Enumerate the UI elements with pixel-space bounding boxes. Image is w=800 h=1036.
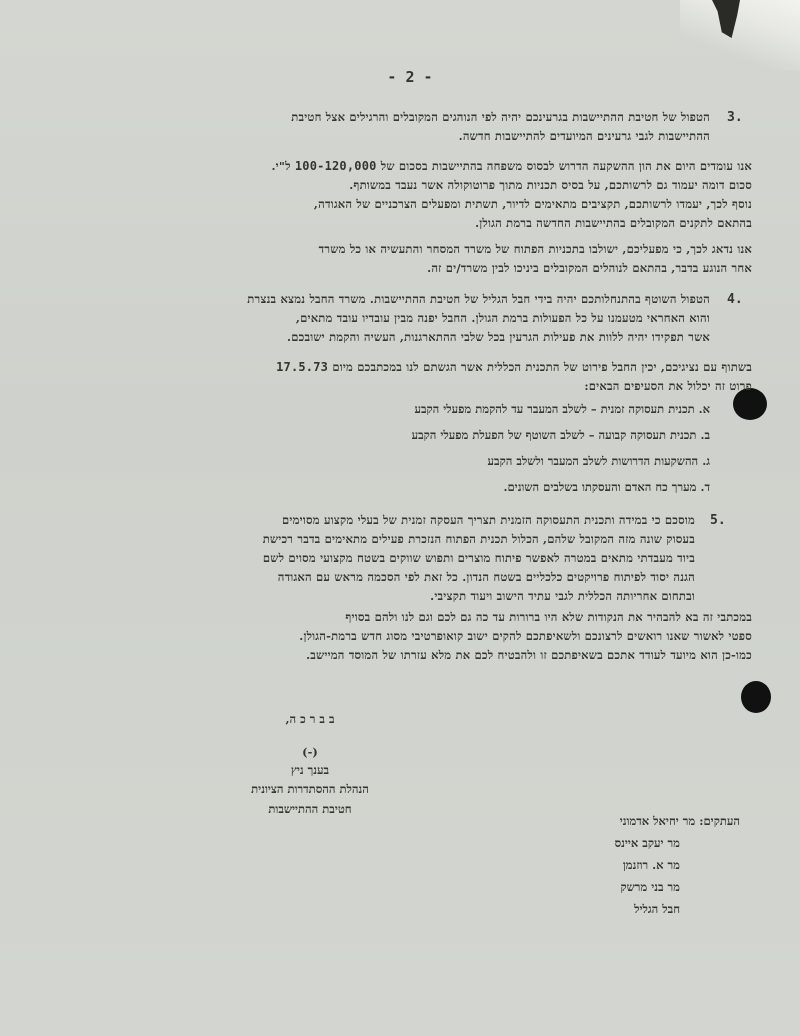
signer-org: הנהלת ההסתדרות הציונית [251, 782, 369, 796]
plan-subitems [190, 400, 710, 497]
text-line: במכתבי זה בא להבהיר את הנקודות שלא היו ברורות עד כה גם לכם וגם לנו ולהם בסויף [345, 610, 752, 624]
text-line: בהתאם לתקנים המקובלים בהתיישבות החדשה ברמת הגולן. [475, 216, 752, 230]
text-span: בשתוף עם נציגיכם, יכין החבל פירוט של התכנית הכללית אשר הגשתם לנו במכתבכם מיום [332, 360, 752, 374]
text-line: אשר תפקידו יהיה ללוות את פעילות הגרעין בכל שלבי ההתארגנות, העשיה והקמת ישובכם. [287, 330, 710, 344]
text-line: בעסוק שונה מזה המקובל שלהם, הכלול תכנית הפתוח הנזכרת פעילים מתאימים בדבר רכישת [262, 532, 695, 546]
text-span: אנו עומדים היום את הון ההשקעה הדרוש לבסוס משפחה בהתיישבות בסכום של [380, 159, 752, 173]
date-value: 17.5.73 [276, 360, 329, 374]
text-line: ביוד מעבדתי מתאים במטרה לאפשר פיתוח מוצרים ותפוש שווקים בשטח מקצועי מסוים לשם [262, 551, 695, 565]
item-4 [70, 290, 710, 347]
item-number: 5. [710, 513, 726, 528]
list-text: תכנית תעסוקה זמנית – לשלב המעבר עד להקמת מפעלי הקבע [414, 402, 695, 416]
text-line: פרוט זה יכלול את הסעיפים הבאים: [584, 379, 752, 393]
copies-label: העתקים: [699, 814, 740, 828]
list-letter: ד. [700, 480, 710, 494]
paragraph-plan [62, 358, 752, 396]
text-line: אנו נדאג לכך, כי מפעליכם, ישולבו בתכניות הפתוח של משרד המסחר והתעשיה או כל משרד [318, 242, 752, 256]
signer-division: חטיבת ההתיישבות [268, 802, 352, 816]
copy-recipient: מר א. רוזנמן [622, 858, 680, 872]
greeting: ב ב ר כ ה, [285, 712, 335, 726]
text-line: הטפול השוטף בהתנחלותכם יהיה בידי חבל הגליל של חטיבת ההתיישבות. משרד החבל נמצא בנצרת [247, 292, 710, 306]
item-number: 4. [727, 292, 743, 307]
currency-label: ל"י. [271, 159, 291, 173]
list-item [190, 426, 710, 445]
copy-recipient: מר יחיאל אדמוני [619, 814, 696, 828]
paper-edge-wear [680, 0, 800, 70]
list-text: ההשקעות הדרושות לשלב המעבר ולשלב הקבע [487, 454, 699, 468]
paragraph-capital [72, 157, 752, 233]
text-line: ובתחום אחריותה הכללית לגבי עתיד הישוב ויעוד תקציבי. [430, 589, 695, 603]
text-line: והוא האחראי מטעמנו על כל הפעולות ברמת הגולן. החבל יפנה מבין עובדיו עובד מתאים, [295, 311, 710, 325]
punch-hole-icon [741, 681, 771, 713]
signer-name: בענך ניץ [290, 763, 330, 777]
paragraph-assist [72, 240, 752, 278]
list-letter: ג. [702, 454, 710, 468]
text-line: מוסכם כי במידה ותכנית התעסוקה הזמנית תצריך העסקה זמנית של בעלי מקצוע מסוימים [282, 513, 695, 527]
list-letter: ב. [700, 428, 710, 442]
signature-block [200, 710, 420, 819]
copies-list [480, 810, 740, 920]
closing-paragraph [62, 608, 752, 665]
copy-recipient: חבל הגליל [634, 902, 680, 916]
list-item [190, 478, 710, 497]
text-line: אחר הנוגע בדבר, בהתאם לנוהלים המקובלים ביניכו לבין משרד/ים זה. [427, 261, 752, 275]
list-text: מערך כח האדם והעסקתו בשלבים השונים. [503, 480, 697, 494]
text-line: ספטי לאשור שאנו רואשים לרצונכם ולשאיפתכם להקים ישוב קואופרטיבי מסוג חדש ברמת-הגולן. [299, 629, 752, 643]
text-line: כמו-כן הוא מיועד לעודד אתכם בשאיפתכם זו ולהבטיח לכם את מלא עזרתו של המוסד המיישב. [306, 648, 752, 662]
text-line: סכום דומה יעמוד גם לרשותכם, על בסיס תכניות מתוך פרוטוקולה אשר נעבד במשותף. [349, 178, 752, 192]
text-line: נוסף לכך, יעמדו לרשותכם, תקציבים מתאימים לדיור, תשתית ומפעלים הצרכניים של האגודה, [313, 197, 752, 211]
page-number: - 2 - [387, 68, 433, 86]
text-line [62, 358, 752, 377]
text-line [72, 157, 752, 176]
copy-recipient: מר בני מרשק [620, 880, 680, 894]
list-letter: א. [698, 402, 710, 416]
text-line: הטפול של חטיבת ההתיישבות בגרעינכם יהיה לפי הנוהגים המקובלים והרגילים אצל חטיבת [291, 110, 710, 124]
item-3 [110, 108, 710, 146]
amount-value: 100-120,000 [294, 159, 377, 173]
copies-first [480, 810, 740, 832]
signed-mark: (-) [302, 745, 318, 759]
item-number: 3. [727, 110, 743, 125]
copy-recipient: מר יעקב איינס [614, 836, 680, 850]
list-item [190, 452, 710, 471]
text-line: ההתיישבות לגבי גרעינים המיועדים להתיישבות חדשה. [458, 129, 710, 143]
copies-others [480, 832, 740, 920]
text-line: הגנה יסוד לפיתוח פרויקטים כלכליים בשטח הנדון. כל זאת לפי הסכמה מראש עם האגודה [277, 570, 695, 584]
list-item [190, 400, 710, 419]
item-5 [95, 511, 695, 606]
list-text: תכנית תעסוקה קבועה – לשלב השוטף של הפעלת מפעלי הקבע [411, 428, 697, 442]
